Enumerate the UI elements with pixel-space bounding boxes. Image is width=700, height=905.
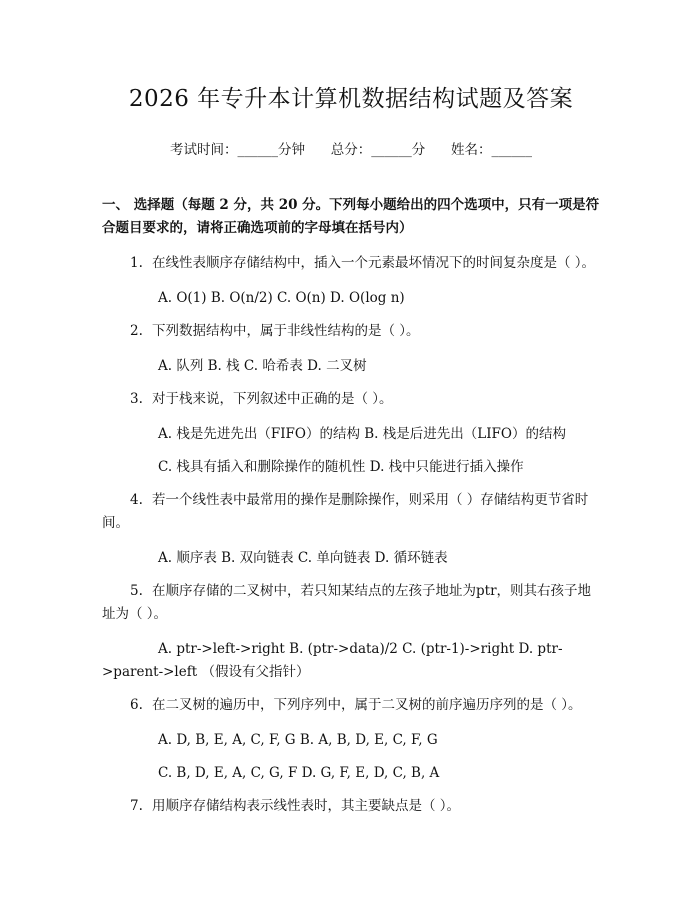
page-title: 2026 年专升本计算机数据结构试题及答案 bbox=[128, 86, 574, 112]
exam-name: 姓名：______ bbox=[451, 142, 532, 158]
question-6-options-ab: A. D, B, E, A, C, F, G B. A, B, D, E, C, F, G bbox=[158, 732, 438, 748]
question-6-options-cd: C. B, D, E, A, C, G, F D. G, F, E, D, C, B, A bbox=[158, 765, 440, 781]
exam-score: 总分：______分 bbox=[330, 142, 426, 158]
question-1-options: A. O(1) B. O(n/2) C. O(n) D. O(log n) bbox=[158, 290, 405, 306]
question-3: 3. 对于栈来说，下列叙述中正确的是（ ）。 bbox=[130, 391, 393, 407]
exam-meta bbox=[102, 140, 600, 160]
question-5: 5. 在顺序存储的二叉树中，若只知某结点的左孩子地址为ptr，则其右孩子地址为（ ）。 bbox=[102, 583, 592, 622]
question-1: 1. 在线性表顺序存储结构中，插入一个元素最坏情况下的时间复杂度是（ ）。 bbox=[130, 255, 596, 271]
question-5-options: A. ptr->left->right B. (ptr->data)/2 C. (ptr-1)->right D. ptr->parent->left （假设有父指针） bbox=[102, 641, 563, 680]
question-2-options: A. 队列 B. 栈 C. 哈希表 D. 二叉树 bbox=[158, 358, 367, 374]
question-3-options-cd: C. 栈具有插入和删除操作的随机性 D. 栈中只能进行插入操作 bbox=[158, 459, 524, 475]
section-heading: 一、 选择题（每题 2 分，共 20 分。下列每小题给出的四个选项中，只有一项是符合题目要求的，请将正确选项前的字母填在括号内） bbox=[102, 197, 600, 236]
exam-time: 考试时间：______分钟 bbox=[170, 142, 305, 158]
question-7: 7. 用顺序存储结构表示线性表时，其主要缺点是（ ）。 bbox=[130, 798, 461, 814]
question-2: 2. 下列数据结构中，属于非线性结构的是（ ）。 bbox=[130, 323, 420, 339]
question-4: 4. 若一个线性表中最常用的操作是删除操作，则采用（ ）存储结构更节省时间。 bbox=[102, 492, 589, 531]
question-3-options-ab: A. 栈是先进先出（FIFO）的结构 B. 栈是后进先出（LIFO）的结构 bbox=[158, 426, 566, 442]
question-4-options: A. 顺序表 B. 双向链表 C. 单向链表 D. 循环链表 bbox=[158, 550, 448, 566]
question-6: 6. 在二叉树的遍历中，下列序列中，属于二叉树的前序遍历序列的是（ ）。 bbox=[130, 697, 582, 713]
